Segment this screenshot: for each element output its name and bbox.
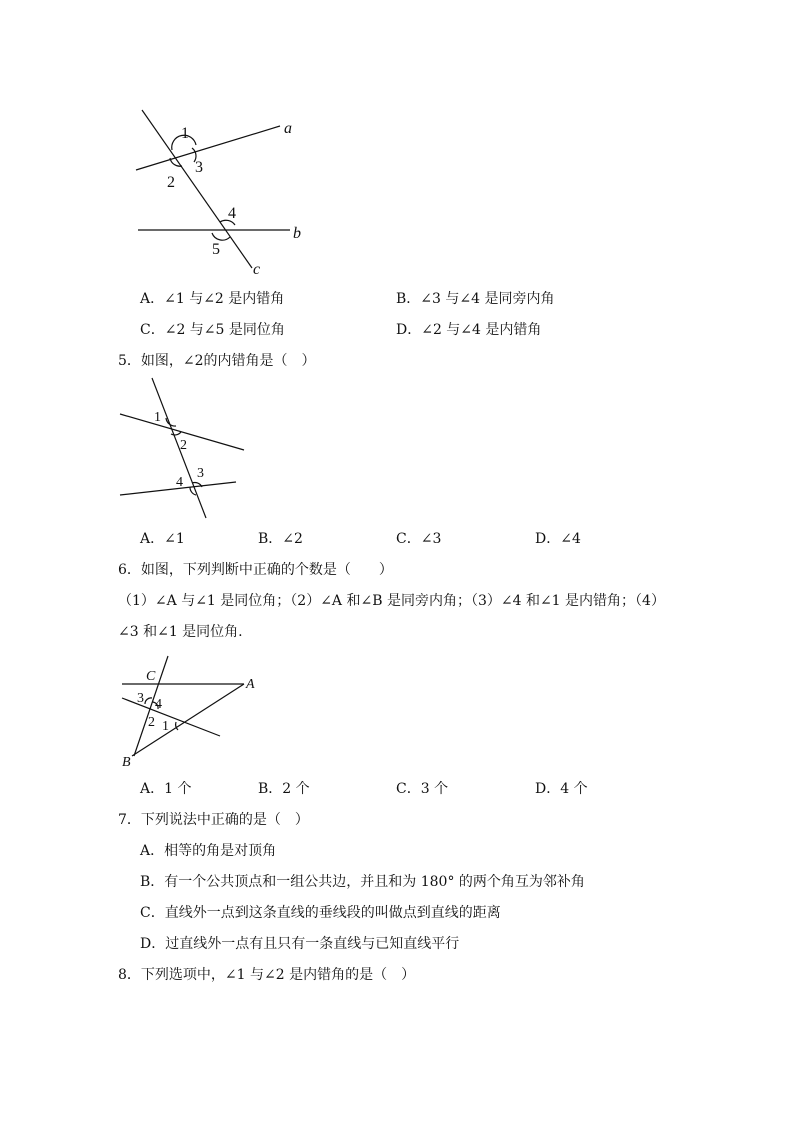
q6-label-1: 1 <box>162 719 169 734</box>
q6-label-b: B <box>122 755 131 770</box>
q4-option-b: B．∠3 与∠4 是同旁内角 <box>396 291 555 307</box>
q6-option-d: D．4 个 <box>535 781 588 797</box>
q8-stem: 8．下列选项中，∠1 与∠2 是内错角的是（ ） <box>118 967 416 983</box>
line-c <box>142 110 252 268</box>
figure-q4 <box>120 100 320 280</box>
q7-option-d: D．过直线外一点有且只有一条直线与已知直线平行 <box>140 936 460 952</box>
q5-stem: 5．如图，∠2的内错角是（ ） <box>118 353 316 369</box>
q4-option-d: D．∠2 与∠4 是内错角 <box>396 322 542 338</box>
label-4: 4 <box>228 205 236 222</box>
q6-label-3: 3 <box>137 691 144 706</box>
q6-option-a: A．1 个 <box>140 781 192 797</box>
figure-q5 <box>112 374 252 522</box>
q7-stem: 7．下列说法中正确的是（ ） <box>118 812 309 828</box>
q5-option-b: B．∠2 <box>258 531 303 547</box>
q6-option-c: C．3 个 <box>396 781 449 797</box>
q5-option-d: D．∠4 <box>535 531 581 547</box>
q6-arc-3 <box>145 698 152 704</box>
q6-statement-line-1: （1）∠A 与∠1 是同位角；（2）∠A 和∠B 是同旁内角；（3）∠4 和∠1 是内错角；（4） <box>118 593 665 609</box>
q4-option-c: C．∠2 与∠5 是同位角 <box>140 322 285 338</box>
q6-statement-line-2: ∠3 和∠1 是同位角. <box>118 624 243 640</box>
label-3: 3 <box>195 159 203 176</box>
label-1: 1 <box>181 125 189 142</box>
q6-option-b: B．2 个 <box>258 781 310 797</box>
q5-transversal <box>152 378 206 518</box>
label-c: c <box>253 261 261 278</box>
q4-option-a: A．∠1 与∠2 是内错角 <box>140 291 285 307</box>
q7-option-b: B．有一个公共顶点和一组公共边，并且和为 180° 的两个角互为邻补角 <box>140 874 585 890</box>
q5-option-a: A．∠1 <box>140 531 185 547</box>
q5-label-1: 1 <box>154 410 161 425</box>
figure-q6 <box>112 650 272 772</box>
label-b: b <box>293 225 301 242</box>
label-5: 5 <box>212 241 220 258</box>
q5-label-2: 2 <box>180 438 187 453</box>
q5-option-c: C．∠3 <box>396 531 442 547</box>
q5-label-4: 4 <box>176 475 183 490</box>
angle-arc-5 <box>212 233 230 240</box>
q7-option-c: C．直线外一点到这条直线的垂线段的叫做点到直线的距离 <box>140 905 501 921</box>
label-a: a <box>284 120 292 137</box>
q6-label-2: 2 <box>148 715 155 730</box>
q6-stem: 6．如图，下列判断中正确的个数是（ ） <box>118 562 393 578</box>
label-2: 2 <box>167 174 175 191</box>
q7-option-a: A．相等的角是对顶角 <box>140 843 277 859</box>
q6-label-4: 4 <box>155 697 162 712</box>
q5-label-3: 3 <box>197 466 204 481</box>
q6-label-c: C <box>146 669 156 684</box>
q6-label-a: A <box>246 677 255 692</box>
